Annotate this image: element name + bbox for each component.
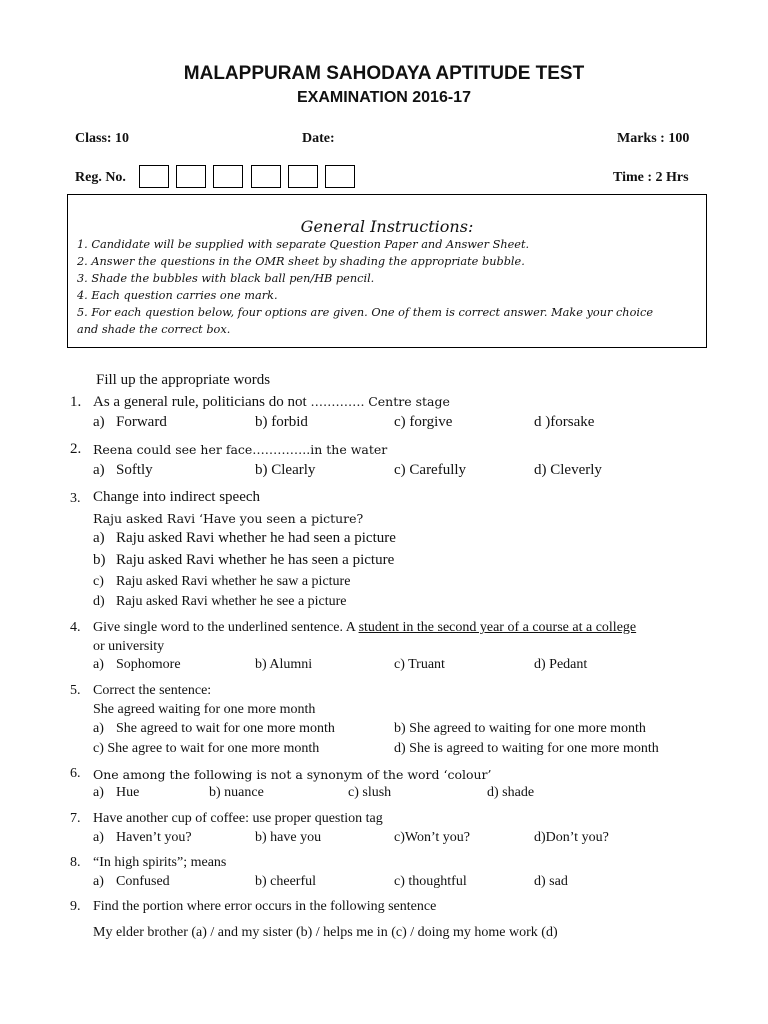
option-b: b) have you: [255, 830, 322, 845]
question-number: 6.: [70, 766, 81, 781]
option-label: a): [93, 785, 104, 800]
option-label: b): [93, 552, 106, 568]
section-title: Fill up the appropriate words: [96, 372, 271, 388]
option-d: d)Don’t you?: [534, 830, 609, 845]
exam-subtitle: EXAMINATION 2016-17: [297, 89, 471, 106]
option-c: c)Won’t you?: [394, 830, 470, 845]
option-b: b) forbid: [255, 414, 308, 430]
option-d: Raju asked Ravi whether he see a picture: [116, 594, 347, 609]
option-label: a): [93, 874, 104, 889]
reg-no-box[interactable]: [139, 165, 169, 188]
option-d: d) Pedant: [534, 657, 588, 672]
reg-no-box[interactable]: [176, 165, 206, 188]
reg-no-box[interactable]: [213, 165, 243, 188]
option-c: c) Truant: [394, 657, 445, 672]
reg-no-box[interactable]: [325, 165, 355, 188]
question-number: 7.: [70, 811, 81, 826]
instruction-line: 1. Candidate will be supplied with separate Question Paper and Answer Sheet.: [77, 238, 530, 251]
instructions-title: General Instructions:: [300, 217, 474, 236]
option-a: Confused: [116, 874, 170, 889]
option-c: c) slush: [348, 785, 392, 800]
blank-dots: …………..: [252, 442, 311, 457]
instruction-line: 5. For each question below, four options are given. One of them is correct answer. Make your choice: [77, 306, 654, 319]
question-text: One among the following is not a synonym of the word ‘colour’: [93, 767, 492, 782]
option-d: d) She is agreed to waiting for one more month: [394, 741, 659, 756]
question-number: 1.: [70, 394, 82, 410]
instruction-line: 4. Each question carries one mark.: [77, 289, 278, 302]
option-label: a): [93, 657, 104, 672]
option-a: Sophomore: [116, 657, 181, 672]
question-text: [93, 394, 450, 411]
question-text-part: Give single word to the underlined sentence. A: [93, 620, 356, 635]
question-number: 3.: [70, 491, 81, 506]
option-a: Forward: [116, 414, 167, 430]
question-subtext: Raju asked Ravi ‘Have you seen a picture?: [93, 511, 364, 526]
question-number: 9.: [70, 899, 81, 914]
reg-no-label: Reg. No.: [75, 170, 126, 185]
date-label: Date:: [302, 131, 335, 146]
option-b: b) Alumni: [255, 657, 313, 672]
question-number: 4.: [70, 620, 81, 635]
instruction-line: and shade the correct box.: [77, 323, 231, 336]
option-b: b) Clearly: [255, 462, 316, 478]
option-d: d) Cleverly: [534, 462, 602, 478]
marks-label: Marks : 100: [617, 131, 690, 146]
option-d: d) shade: [487, 785, 535, 800]
option-a: Raju asked Ravi whether he had seen a picture: [116, 530, 396, 546]
question-text-part: Reena could see her face: [93, 442, 253, 457]
option-d: d) sad: [534, 874, 568, 889]
option-label: c): [93, 574, 104, 589]
question-text-part: Centre stage: [368, 394, 450, 409]
option-b: b) nuance: [209, 785, 264, 800]
option-label: a): [93, 721, 104, 736]
underlined-phrase: student in the second year of a course at a college: [358, 620, 637, 635]
question-text: Have another cup of coffee: use proper question tag: [93, 811, 383, 826]
option-label: d): [93, 594, 105, 609]
option-b: b) She agreed to waiting for one more month: [394, 721, 646, 736]
class-label: Class: 10: [75, 131, 130, 146]
option-a: Softly: [116, 462, 153, 478]
reg-no-box[interactable]: [288, 165, 318, 188]
option-c: c) forgive: [394, 414, 453, 430]
question-text: [93, 441, 387, 459]
question-text: Change into indirect speech: [93, 489, 261, 505]
instruction-line: 2. Answer the questions in the OMR sheet by shading the appropriate bubble.: [77, 255, 525, 268]
option-b: b) cheerful: [255, 874, 317, 889]
question-text: Correct the sentence:: [93, 683, 212, 698]
option-c: c) thoughtful: [394, 874, 467, 889]
option-c: c) She agree to wait for one more month: [93, 741, 320, 756]
instruction-line: 3. Shade the bubbles with black ball pen/HB pencil.: [77, 272, 375, 285]
option-a: She agreed to wait for one more month: [116, 721, 335, 736]
option-label: a): [93, 830, 104, 845]
question-number: 5.: [70, 683, 81, 698]
question-text-part: As a general rule, politicians do not: [93, 394, 307, 410]
reg-no-box[interactable]: [251, 165, 281, 188]
question-text: Find the portion where error occurs in the following sentence: [93, 899, 437, 914]
option-c: Raju asked Ravi whether he saw a picture: [116, 574, 351, 589]
question-text-continued: or university: [93, 639, 165, 654]
option-a: Hue: [116, 785, 140, 800]
option-label: a): [93, 530, 105, 546]
time-label: Time : 2 Hrs: [613, 170, 689, 185]
question-text-part: in the water: [310, 442, 388, 457]
question-number: 8.: [70, 855, 81, 870]
option-b: Raju asked Ravi whether he has seen a picture: [116, 552, 395, 568]
exam-title: MALAPPURAM SAHODAYA APTITUDE TEST: [183, 63, 585, 84]
question-subtext: She agreed waiting for one more month: [93, 702, 316, 717]
question-text: [93, 620, 636, 636]
blank-dots: ………….: [310, 394, 365, 409]
question-text: “In high spirits”; means: [93, 855, 227, 870]
question-number: 2.: [70, 441, 82, 457]
option-d: d )forsake: [534, 414, 595, 430]
option-label: a): [93, 462, 105, 478]
question-subtext: My elder brother (a) / and my sister (b) / helps me in (c) / doing my home work (d): [93, 925, 558, 940]
option-a: Haven’t you?: [116, 830, 192, 845]
option-label: a): [93, 414, 105, 430]
general-instructions-box: [67, 194, 707, 348]
option-c: c) Carefully: [394, 462, 467, 478]
